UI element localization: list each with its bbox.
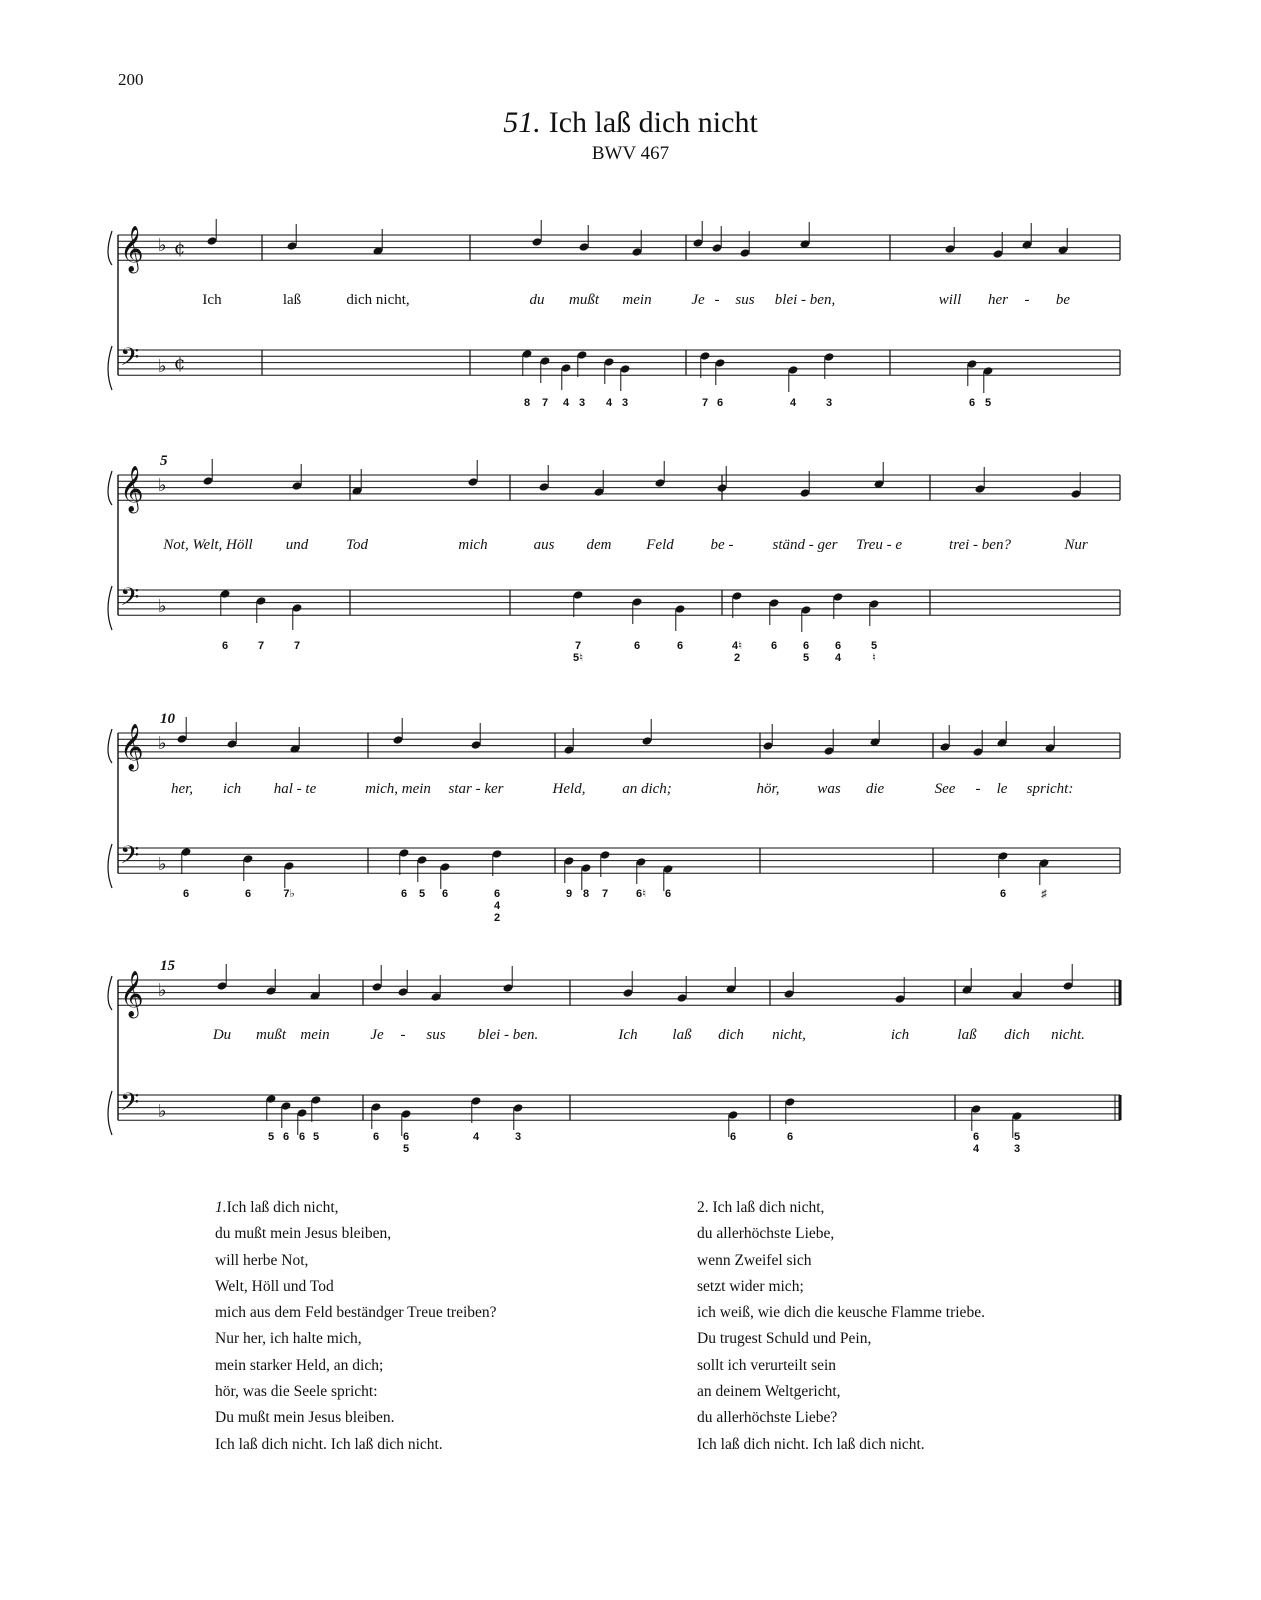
figured-bass-digit: 3	[514, 1131, 522, 1143]
treble-staff	[118, 226, 1120, 274]
lyric-syllable: ständ - ger	[772, 537, 838, 553]
key-signature-flat: ♭	[158, 980, 167, 1001]
figured-bass-digit: 6	[282, 1131, 290, 1143]
figured-bass-digit: 5	[984, 397, 992, 409]
lyric-syllable: Not, Welt, Höll	[163, 537, 253, 553]
measure-number: 5	[160, 453, 168, 469]
figured-bass-digit: 4	[789, 397, 797, 409]
figured-bass-digit: 5	[418, 888, 426, 900]
lyric-syllable: Ich	[202, 292, 222, 308]
figured-bass-digit: 7♭	[283, 888, 295, 900]
page-number: 200	[118, 70, 144, 89]
verse-line: Du mußt mein Jesus bleiben.	[215, 1409, 395, 1427]
verse-line: hör, was die Seele spricht:	[215, 1383, 378, 1401]
verse-line: Du trugest Schuld und Pein,	[697, 1330, 872, 1348]
figured-bass-digit: 4	[562, 397, 570, 409]
verse-line: Welt, Höll und Tod	[215, 1277, 334, 1295]
figured-bass-digit: 4	[834, 652, 842, 664]
bass-staff	[118, 841, 1120, 876]
lyric-syllable: hör,	[756, 781, 780, 797]
lyric-syllable: Je	[370, 1027, 384, 1043]
verse-line: du mußt mein Jesus bleiben,	[215, 1225, 392, 1243]
verse-line: ich weiß, wie dich die keusche Flamme triebe.	[697, 1304, 985, 1322]
figured-bass-digit: 4	[605, 397, 613, 409]
lyric-syllable: Nur	[1064, 537, 1088, 553]
figured-bass-digit: 2	[493, 912, 501, 924]
lyric-syllable: be	[1055, 292, 1071, 308]
lyric-syllable: trei - ben?	[949, 537, 1011, 553]
bass-clef: 𝄢	[120, 1088, 140, 1123]
lyric-syllable: nicht.	[1051, 1027, 1085, 1043]
verse-line: sollt ich verurteilt sein	[697, 1356, 837, 1374]
figured-bass-digit: 6	[633, 640, 641, 652]
measure-number: 15	[160, 958, 175, 974]
figured-bass-digit: 9	[565, 888, 573, 900]
figured-bass-digit: 6	[221, 640, 229, 652]
figured-bass-digit: 6	[372, 1131, 380, 1143]
verse-number: 1.	[215, 1199, 227, 1216]
figured-bass-digit: 6	[770, 640, 778, 652]
figured-bass-digit: 7	[701, 397, 709, 409]
system-bracket	[108, 976, 112, 1135]
key-signature-flat: ♭	[158, 733, 167, 754]
verse-number: 2.	[697, 1199, 709, 1216]
lyric-syllable: mich, mein	[365, 781, 431, 797]
key-signature-flat: ♭	[158, 235, 167, 256]
lyric-syllable: sus	[735, 292, 755, 308]
lyric-syllable: See	[934, 781, 956, 797]
figured-bass-digit: 7	[293, 640, 301, 652]
system-bracket	[108, 471, 112, 630]
lyric-syllable: laß	[957, 1027, 977, 1043]
lyric-syllable: Held,	[552, 781, 586, 797]
lyric-syllable: aus	[533, 537, 555, 553]
figured-bass-digit: 6	[676, 640, 684, 652]
lyric-syllable: Treu - e	[855, 537, 903, 553]
figured-bass-digit: ♮	[872, 652, 876, 664]
lyric-syllable: -	[400, 1027, 406, 1043]
lyric-syllable: be -	[710, 537, 734, 553]
verse-line: will herbe Not,	[215, 1251, 309, 1269]
figured-bass-digit: 4	[472, 1131, 480, 1143]
verse-1	[215, 1195, 497, 1458]
system-bracket	[108, 729, 112, 888]
verse-line: du allerhöchste Liebe?	[697, 1409, 838, 1427]
figured-bass-digit: 6	[493, 888, 501, 900]
lyric-syllable: laß	[672, 1027, 692, 1043]
verse-line: wenn Zweifel sich	[697, 1251, 812, 1269]
lyric-syllable: an dich;	[622, 781, 672, 797]
figured-bass-digit: 7	[257, 640, 265, 652]
hymn-title-text: Ich laß dich nicht	[548, 106, 758, 139]
measure-number: 10	[160, 711, 175, 727]
figured-bass-digit: 4♮	[731, 640, 743, 652]
time-signature: ¢	[174, 238, 186, 259]
figured-bass-digit: 7	[541, 397, 549, 409]
key-signature-flat: ♭	[158, 596, 167, 617]
bass-clef: 𝄢	[120, 841, 140, 876]
figured-bass-digit: 6	[402, 1131, 410, 1143]
time-signature: ¢	[174, 353, 186, 374]
lyric-syllable: und	[285, 537, 309, 553]
figured-bass-digit: 6	[786, 1131, 794, 1143]
figured-bass-digit: 2	[733, 652, 741, 664]
lyric-syllable: mußt	[569, 292, 599, 308]
lyric-syllable: -	[1024, 292, 1030, 308]
figured-bass-digit: 8	[582, 888, 590, 900]
figured-bass-digit: 6	[999, 888, 1007, 900]
lyric-syllable: -	[714, 292, 720, 308]
lyric-syllable: Je	[691, 292, 705, 308]
treble-clef: 𝄞	[120, 971, 144, 1017]
lyric-syllable: ich	[222, 781, 242, 797]
treble-staff	[118, 466, 1120, 514]
hymn-number: 51.	[503, 106, 541, 139]
system-4	[108, 958, 1120, 1155]
figured-bass-digit: 6	[664, 888, 672, 900]
verse-line: Ich laß dich nicht. Ich laß dich nicht.	[215, 1435, 443, 1453]
figured-bass-digit: 5	[267, 1131, 275, 1143]
bass-clef: 𝄢	[120, 343, 140, 378]
catalog-number: BWV 467	[591, 143, 670, 164]
figured-bass-digit: 3	[621, 397, 629, 409]
key-signature-flat: ♭	[158, 854, 167, 875]
figured-bass-digit: 6	[729, 1131, 737, 1143]
lyric-syllable: die	[865, 781, 885, 797]
figured-bass-digit: 6	[968, 397, 976, 409]
figured-bass-digit: 5	[1013, 1131, 1021, 1143]
lyric-syllable: Feld	[646, 537, 674, 553]
figured-bass-digit: 6	[716, 397, 724, 409]
lyric-syllable: her,	[170, 781, 194, 797]
figured-bass-digit: 3	[825, 397, 833, 409]
verse-2	[697, 1195, 985, 1458]
figured-bass-digit: 6♮	[635, 888, 647, 900]
figured-bass-digit: 6	[182, 888, 190, 900]
key-signature-flat: ♭	[158, 356, 167, 377]
figured-bass-digit: 3	[578, 397, 586, 409]
verse-line: Nur her, ich halte mich,	[215, 1330, 362, 1348]
verse-line: setzt wider mich;	[697, 1277, 804, 1295]
lyric-syllable: nicht,	[772, 1027, 806, 1043]
lyric-syllable: Ich	[618, 1027, 638, 1043]
figured-bass-digit: 8	[523, 397, 531, 409]
bass-clef: 𝄢	[120, 583, 140, 618]
figured-bass-digit: 6	[400, 888, 408, 900]
verse-line: 2. Ich laß dich nicht,	[697, 1199, 825, 1216]
lyric-syllable: Tod	[346, 537, 368, 553]
lyric-syllable: dich	[718, 1027, 744, 1043]
system-2	[108, 453, 1120, 664]
treble-staff	[118, 971, 1120, 1019]
figured-bass-digit: 5	[312, 1131, 320, 1143]
treble-clef: 𝄞	[120, 226, 144, 272]
bass-staff	[118, 1088, 1120, 1123]
lyric-syllable: mich	[458, 537, 488, 553]
figured-bass-digit: 7	[574, 640, 582, 652]
lyric-syllable: dem	[586, 537, 612, 553]
lyric-syllable: spricht:	[1026, 781, 1074, 797]
verse-line: 1.Ich laß dich nicht,	[215, 1199, 339, 1216]
verse-line: Ich laß dich nicht. Ich laß dich nicht.	[697, 1435, 925, 1453]
lyric-syllable: was	[817, 781, 841, 797]
lyric-syllable: le	[996, 781, 1008, 797]
treble-staff	[118, 724, 1120, 772]
figured-bass-digit: 6	[244, 888, 252, 900]
lyric-syllable: du	[529, 292, 545, 308]
lyric-syllable: -	[975, 781, 981, 797]
lyric-syllable: mein	[622, 292, 652, 308]
figured-bass-digit: 5♮	[572, 652, 584, 664]
lyric-syllable: blei - ben.	[477, 1027, 539, 1043]
lyric-syllable: hal - te	[273, 781, 317, 797]
verse-line: mich aus dem Feld beständger Treue treiben?	[215, 1304, 497, 1322]
figured-bass-digit: 5	[870, 640, 878, 652]
verse-line: an deinem Weltgericht,	[697, 1383, 841, 1401]
system-3	[108, 711, 1120, 924]
lyric-syllable: mein	[300, 1027, 330, 1043]
lyric-syllable: will	[938, 292, 962, 308]
figured-bass-digit: 5	[802, 652, 810, 664]
lyric-syllable: mußt	[256, 1027, 286, 1043]
verse-line: du allerhöchste Liebe,	[697, 1225, 835, 1243]
lyric-syllable: Du	[212, 1027, 232, 1043]
lyric-syllable: blei - ben,	[774, 292, 836, 308]
system-1	[108, 219, 1120, 409]
treble-clef: 𝄞	[120, 466, 144, 512]
key-signature-flat: ♭	[158, 475, 167, 496]
lyric-syllable: star - ker	[448, 781, 504, 797]
figured-bass-digit: 6	[972, 1131, 980, 1143]
treble-clef: 𝄞	[120, 724, 144, 770]
figured-bass-digit: 7	[601, 888, 609, 900]
lyric-syllable: sus	[426, 1027, 446, 1043]
verse-line: mein starker Held, an dich;	[215, 1356, 384, 1374]
figured-bass-digit: 6	[834, 640, 842, 652]
figured-bass-digit: 4	[493, 900, 501, 912]
lyric-syllable: dich nicht,	[346, 292, 410, 308]
lyric-syllable: dich	[1004, 1027, 1030, 1043]
system-bracket	[108, 231, 112, 390]
figured-bass-digit: 4	[972, 1143, 980, 1155]
figured-bass-digit: 3	[1013, 1143, 1021, 1155]
lyric-syllable: her	[988, 292, 1008, 308]
key-signature-flat: ♭	[158, 1101, 167, 1122]
bass-staff	[118, 583, 1120, 618]
figured-bass-digit: 6	[441, 888, 449, 900]
lyric-syllable: ich	[890, 1027, 910, 1043]
lyric-syllable: laß	[282, 292, 302, 308]
bass-staff	[118, 343, 1120, 378]
figured-bass-digit: 5	[402, 1143, 410, 1155]
figured-bass-digit: 6	[802, 640, 810, 652]
figured-bass-digit: ♯	[1041, 888, 1047, 900]
figured-bass-digit: 6	[298, 1131, 306, 1143]
